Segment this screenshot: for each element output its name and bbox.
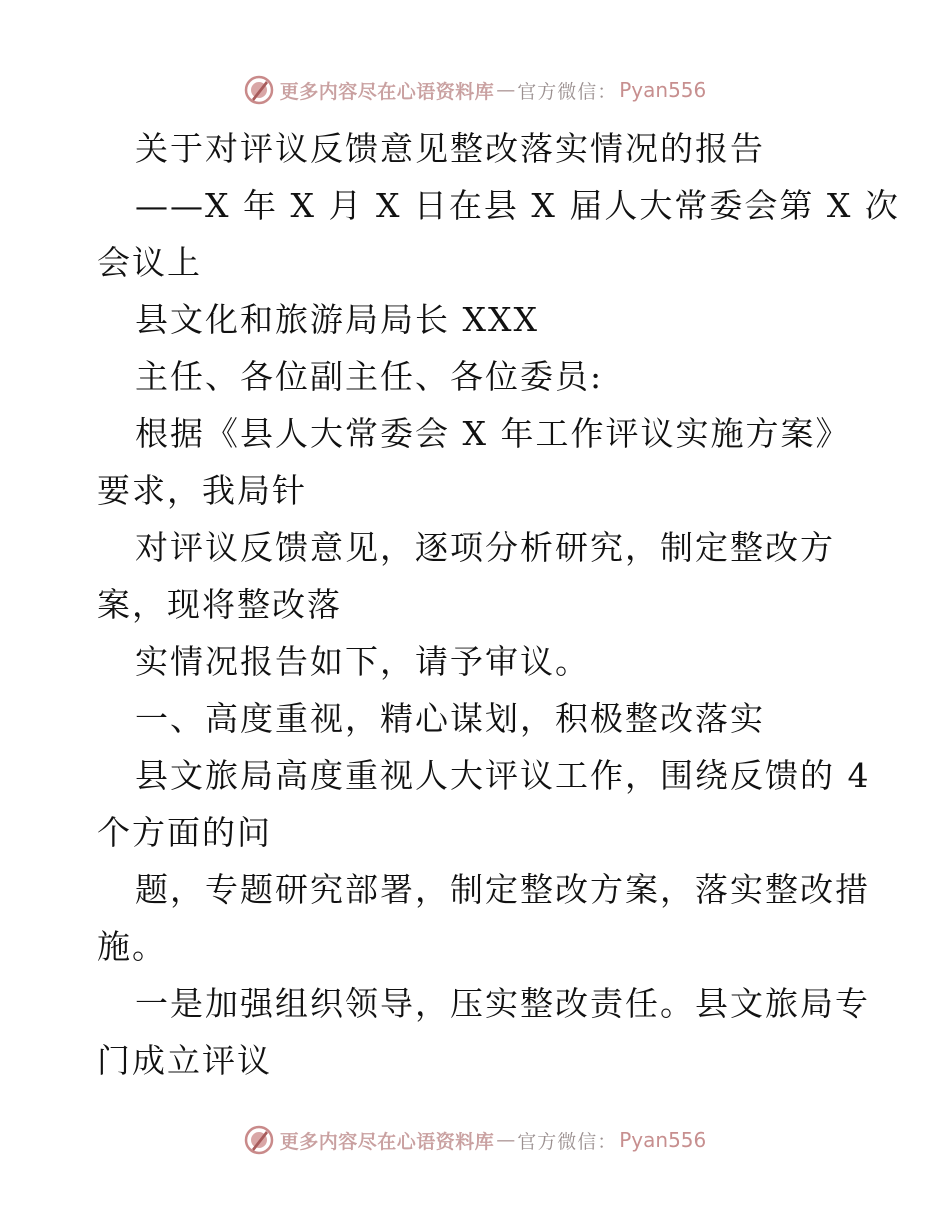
quill-logo-icon xyxy=(244,1125,274,1155)
document-author: 县文化和旅游局局长 XXX xyxy=(135,300,539,339)
header-watermark xyxy=(0,70,950,110)
section-heading: 一、高度重视，精心谋划，积极整改落实 xyxy=(135,699,765,738)
document-body xyxy=(97,120,900,1089)
paragraph-line: 施。 xyxy=(97,927,167,966)
document-salutation: 主任、各位副主任、各位委员: xyxy=(135,357,604,396)
watermark-main-text: 更多内容尽在心语资料库 xyxy=(279,1130,495,1153)
document-subtitle: ——X 年 X 月 X 日在县 X 届人大常委会第 X 次 xyxy=(135,186,900,225)
watermark-wechat-label: 官方微信： xyxy=(517,80,618,103)
paragraph-line: 对评议反馈意见，逐项分析研究，制定整改方 xyxy=(135,528,835,567)
watermark-wechat-id: Pyan556 xyxy=(619,1128,707,1152)
watermark-wechat-label: 官方微信： xyxy=(517,1130,618,1153)
paragraph-line: 一是加强组织领导，压实整改责任。县文旅局专 xyxy=(135,984,870,1023)
paragraph-line: 个方面的问 xyxy=(97,813,272,852)
paragraph-line: 县文旅局高度重视人大评议工作，围绕反馈的 4 xyxy=(135,756,871,795)
paragraph-line: 案，现将整改落 xyxy=(97,585,342,624)
paragraph-line: 根据《县人大常委会 X 年工作评议实施方案》 xyxy=(135,414,851,453)
document-subtitle-cont: 会议上 xyxy=(97,243,202,282)
watermark-main-text: 更多内容尽在心语资料库 xyxy=(279,80,495,103)
watermark-dash: — xyxy=(496,79,516,101)
footer-watermark xyxy=(0,1120,950,1160)
document-title: 关于对评议反馈意见整改落实情况的报告 xyxy=(135,129,765,168)
watermark-dash: — xyxy=(496,1129,516,1151)
watermark-wechat-id: Pyan556 xyxy=(619,78,707,102)
paragraph-line: 题，专题研究部署，制定整改方案，落实整改措 xyxy=(135,870,870,909)
paragraph-line: 实情况报告如下，请予审议。 xyxy=(135,642,590,681)
paragraph-line: 门成立评议 xyxy=(97,1041,272,1080)
quill-logo-icon xyxy=(244,75,274,105)
paragraph-line: 要求，我局针 xyxy=(97,471,307,510)
